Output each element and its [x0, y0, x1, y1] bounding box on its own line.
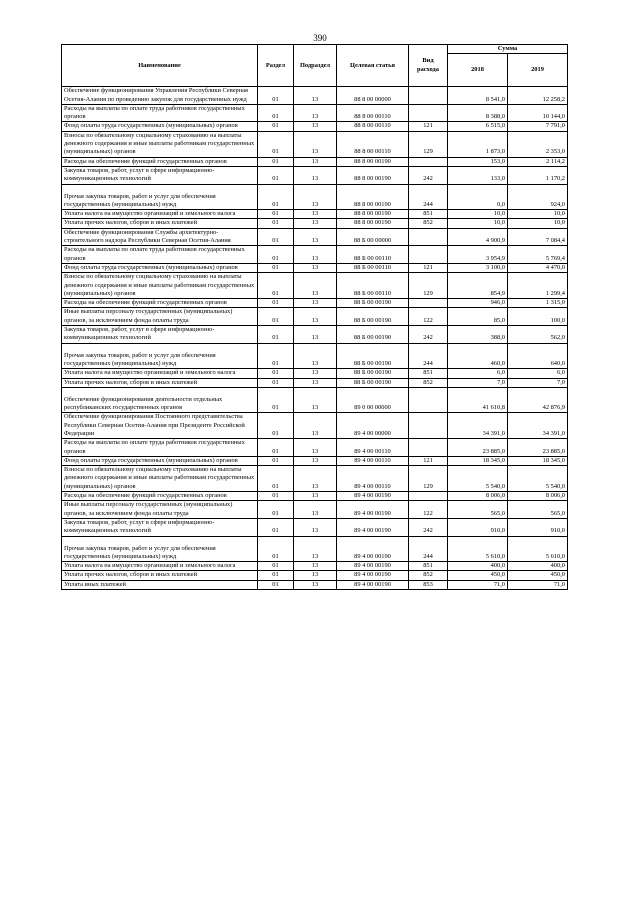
- cell-subsection: 13: [294, 378, 337, 387]
- header-year-2018: 2018: [448, 54, 508, 87]
- cell-sum-2019: 450,0: [508, 571, 568, 580]
- cell-section: 01: [258, 131, 294, 157]
- cell-expense-type: 852: [409, 378, 448, 387]
- cell-name: Расходы на выплаты по оплате труда работников государственных органов: [62, 246, 258, 264]
- cell-section: 01: [258, 369, 294, 378]
- cell-sum-2019: 924,0: [508, 184, 568, 210]
- table-row: [62, 273, 568, 299]
- cell-subsection: 13: [294, 104, 337, 122]
- table-row: [62, 378, 568, 387]
- cell-target-article: 89 4 00 00110: [337, 456, 409, 465]
- cell-name: Закупка товаров, работ, услуг в сфере информационно-коммуникационных технологий: [62, 166, 258, 184]
- cell-sum-2018: 5 540,0: [448, 466, 508, 492]
- cell-section: 01: [258, 571, 294, 580]
- cell-expense-type: 122: [409, 308, 448, 326]
- cell-sum-2019: 10 144,0: [508, 104, 568, 122]
- cell-section: 01: [258, 166, 294, 184]
- cell-sum-2019: 7 791,0: [508, 122, 568, 131]
- table-row: [62, 131, 568, 157]
- cell-section: 01: [258, 87, 294, 105]
- cell-name: Прочая закупка товаров, работ и услуг для обеспечения государственных (муниципальных) нужд: [62, 184, 258, 210]
- cell-sum-2018: 10,0: [448, 219, 508, 228]
- cell-target-article: 88 Б 00 00190: [337, 343, 409, 369]
- cell-subsection: 13: [294, 219, 337, 228]
- cell-expense-type: 129: [409, 466, 448, 492]
- cell-name: Уплата иных платежей: [62, 580, 258, 589]
- cell-sum-2018: 946,0: [448, 299, 508, 308]
- cell-subsection: 13: [294, 501, 337, 519]
- cell-target-article: 88 8 00 00110: [337, 122, 409, 131]
- cell-expense-type: 129: [409, 273, 448, 299]
- table-row: [62, 166, 568, 184]
- cell-section: 01: [258, 492, 294, 501]
- cell-sum-2018: 133,0: [448, 166, 508, 184]
- cell-section: 01: [258, 343, 294, 369]
- cell-sum-2018: 6,0: [448, 369, 508, 378]
- cell-name: Взносы по обязательному социальному страхованию на выплаты денежного содержания и иные выплаты работникам государственных (муниципальных) органов: [62, 131, 258, 157]
- cell-expense-type: 244: [409, 184, 448, 210]
- cell-section: 01: [258, 456, 294, 465]
- table-row: [62, 104, 568, 122]
- cell-sum-2019: 2 353,0: [508, 131, 568, 157]
- cell-subsection: 13: [294, 456, 337, 465]
- cell-target-article: 88 8 00 00190: [337, 166, 409, 184]
- cell-sum-2018: 3 954,9: [448, 246, 508, 264]
- cell-subsection: 13: [294, 299, 337, 308]
- cell-target-article: 88 8 00 00190: [337, 157, 409, 166]
- cell-target-article: 88 8 00 00190: [337, 184, 409, 210]
- cell-target-article: 89 4 00 00190: [337, 571, 409, 580]
- cell-sum-2018: 18 345,0: [448, 456, 508, 465]
- cell-sum-2018: 34 391,0: [448, 413, 508, 439]
- cell-expense-type: 851: [409, 562, 448, 571]
- cell-name: Расходы на обеспечение функций государственных органов: [62, 299, 258, 308]
- cell-section: 01: [258, 104, 294, 122]
- cell-subsection: 13: [294, 166, 337, 184]
- cell-name: Расходы на выплаты по оплате труда работников государственных органов: [62, 104, 258, 122]
- cell-subsection: 13: [294, 263, 337, 272]
- cell-subsection: 13: [294, 439, 337, 457]
- table-row: [62, 299, 568, 308]
- cell-subsection: 13: [294, 369, 337, 378]
- cell-expense-type: 121: [409, 263, 448, 272]
- cell-section: 01: [258, 228, 294, 246]
- cell-section: 01: [258, 246, 294, 264]
- cell-target-article: 89 4 00 00190: [337, 562, 409, 571]
- cell-name: Уплата налога на имущество организаций и земельного налога: [62, 562, 258, 571]
- cell-target-article: 88 8 00 00190: [337, 210, 409, 219]
- cell-sum-2018: 0,0: [448, 184, 508, 210]
- cell-expense-type: 121: [409, 456, 448, 465]
- table-row: [62, 571, 568, 580]
- cell-name: Расходы на обеспечение функций государственных органов: [62, 157, 258, 166]
- cell-subsection: 13: [294, 246, 337, 264]
- cell-sum-2019: 1 170,2: [508, 166, 568, 184]
- cell-target-article: 89 4 00 00190: [337, 501, 409, 519]
- cell-name: Закупка товаров, работ, услуг в сфере информационно-коммуникационных технологий: [62, 518, 258, 536]
- cell-target-article: 89 0 00 00000: [337, 387, 409, 413]
- cell-sum-2018: 3 100,0: [448, 263, 508, 272]
- cell-name: Расходы на выплаты по оплате труда работников государственных органов: [62, 439, 258, 457]
- cell-name: Иные выплаты персоналу государственных (муниципальных) органов, за исключением фонда оплаты труда: [62, 501, 258, 519]
- cell-sum-2018: 85,0: [448, 308, 508, 326]
- cell-subsection: 13: [294, 571, 337, 580]
- cell-sum-2018: 23 885,0: [448, 439, 508, 457]
- cell-sum-2019: 6,0: [508, 369, 568, 378]
- cell-subsection: 13: [294, 413, 337, 439]
- header-section: Раздел: [258, 45, 294, 87]
- cell-subsection: 13: [294, 536, 337, 562]
- cell-sum-2018: 4 900,9: [448, 228, 508, 246]
- table-body: [62, 87, 568, 590]
- table-row: [62, 387, 568, 413]
- cell-subsection: 13: [294, 466, 337, 492]
- cell-target-article: 88 Б 00 00110: [337, 263, 409, 272]
- cell-section: 01: [258, 413, 294, 439]
- table-row: [62, 122, 568, 131]
- cell-subsection: 13: [294, 228, 337, 246]
- table-row: [62, 87, 568, 105]
- table-row: [62, 466, 568, 492]
- cell-target-article: 88 Б 00 00190: [337, 299, 409, 308]
- cell-sum-2018: 388,0: [448, 326, 508, 344]
- cell-section: 01: [258, 326, 294, 344]
- cell-section: 01: [258, 378, 294, 387]
- cell-target-article: 88 Б 00 00190: [337, 378, 409, 387]
- cell-expense-type: 851: [409, 369, 448, 378]
- cell-section: 01: [258, 308, 294, 326]
- cell-expense-type: 851: [409, 210, 448, 219]
- table-row: [62, 413, 568, 439]
- cell-sum-2019: 18 345,0: [508, 456, 568, 465]
- header-year-2019: 2019: [508, 54, 568, 87]
- cell-subsection: 13: [294, 122, 337, 131]
- header-subsection: Подраздел: [294, 45, 337, 87]
- cell-target-article: 88 Б 00 00000: [337, 228, 409, 246]
- cell-expense-type: [409, 228, 448, 246]
- cell-expense-type: 242: [409, 166, 448, 184]
- cell-section: 01: [258, 501, 294, 519]
- cell-name: Обеспечение функционирования Постоянного представительства Республики Северная Осетия-Алания при Президенте Российской Федерации: [62, 413, 258, 439]
- table-row: [62, 518, 568, 536]
- cell-sum-2019: 34 391,0: [508, 413, 568, 439]
- cell-name: Закупка товаров, работ, услуг в сфере информационно-коммуникационных технологий: [62, 326, 258, 344]
- budget-table: [61, 44, 568, 590]
- cell-sum-2019: 10,0: [508, 210, 568, 219]
- cell-name: Уплата налога на имущество организаций и земельного налога: [62, 369, 258, 378]
- cell-sum-2019: 910,0: [508, 518, 568, 536]
- cell-expense-type: 244: [409, 343, 448, 369]
- cell-section: 01: [258, 263, 294, 272]
- cell-name: Расходы на обеспечение функций государственных органов: [62, 492, 258, 501]
- table-row: [62, 456, 568, 465]
- cell-section: 01: [258, 273, 294, 299]
- cell-expense-type: 242: [409, 518, 448, 536]
- table-header: [62, 45, 568, 87]
- cell-target-article: 89 4 00 00190: [337, 518, 409, 536]
- cell-name: Уплата налога на имущество организаций и земельного налога: [62, 210, 258, 219]
- table-row: [62, 157, 568, 166]
- table-row: [62, 210, 568, 219]
- cell-sum-2018: 450,0: [448, 571, 508, 580]
- cell-name: Взносы по обязательному социальному страхованию на выплаты денежного содержания и иные выплаты работникам государственных (муниципальных) органов: [62, 273, 258, 299]
- cell-target-article: 89 4 00 00190: [337, 492, 409, 501]
- cell-section: 01: [258, 299, 294, 308]
- table-row: [62, 580, 568, 589]
- cell-name: Фонд оплаты труда государственных (муниципальных) органов: [62, 456, 258, 465]
- cell-target-article: 89 4 00 00190: [337, 580, 409, 589]
- table-row: [62, 326, 568, 344]
- cell-sum-2019: 42 876,9: [508, 387, 568, 413]
- cell-sum-2018: 5 610,0: [448, 536, 508, 562]
- cell-target-article: 88 Б 00 00190: [337, 369, 409, 378]
- cell-sum-2019: 8 006,0: [508, 492, 568, 501]
- cell-sum-2019: 10,0: [508, 219, 568, 228]
- page-number: 390: [313, 33, 327, 43]
- cell-expense-type: 244: [409, 536, 448, 562]
- cell-sum-2019: 5 769,4: [508, 246, 568, 264]
- cell-expense-type: [409, 439, 448, 457]
- table-row: [62, 439, 568, 457]
- cell-target-article: 88 8 00 00000: [337, 87, 409, 105]
- cell-sum-2019: 7,0: [508, 378, 568, 387]
- cell-expense-type: [409, 299, 448, 308]
- cell-expense-type: 853: [409, 580, 448, 589]
- cell-section: 01: [258, 562, 294, 571]
- cell-sum-2019: 562,0: [508, 326, 568, 344]
- cell-expense-type: [409, 157, 448, 166]
- cell-subsection: 13: [294, 343, 337, 369]
- table-row: [62, 246, 568, 264]
- cell-sum-2019: 565,0: [508, 501, 568, 519]
- cell-sum-2018: 41 610,8: [448, 387, 508, 413]
- table-row: [62, 184, 568, 210]
- header-sum: Сумма: [448, 45, 568, 54]
- cell-subsection: 13: [294, 184, 337, 210]
- cell-section: 01: [258, 210, 294, 219]
- cell-name: Обеспечение функционирования Управления Республики Северная Осетия-Алания по проведению закупок для государственных нужд: [62, 87, 258, 105]
- cell-target-article: 88 Б 00 00190: [337, 308, 409, 326]
- cell-expense-type: 852: [409, 571, 448, 580]
- cell-section: 01: [258, 122, 294, 131]
- cell-sum-2018: 400,0: [448, 562, 508, 571]
- cell-name: Прочая закупка товаров, работ и услуг для обеспечения государственных (муниципальных) нужд: [62, 343, 258, 369]
- table-row: [62, 343, 568, 369]
- cell-expense-type: 242: [409, 326, 448, 344]
- cell-expense-type: [409, 87, 448, 105]
- cell-sum-2019: 2 114,2: [508, 157, 568, 166]
- cell-expense-type: [409, 104, 448, 122]
- cell-target-article: 88 8 00 00110: [337, 104, 409, 122]
- cell-sum-2019: 1 315,0: [508, 299, 568, 308]
- cell-sum-2019: 71,0: [508, 580, 568, 589]
- table-row: [62, 536, 568, 562]
- cell-subsection: 13: [294, 157, 337, 166]
- cell-expense-type: 129: [409, 131, 448, 157]
- cell-subsection: 13: [294, 492, 337, 501]
- cell-sum-2018: 1 873,0: [448, 131, 508, 157]
- cell-subsection: 13: [294, 562, 337, 571]
- cell-sum-2018: 854,9: [448, 273, 508, 299]
- cell-name: Уплата прочих налогов, сборов и иных платежей: [62, 219, 258, 228]
- cell-subsection: 13: [294, 273, 337, 299]
- cell-name: Взносы по обязательному социальному страхованию на выплаты денежного содержания и иные выплаты работникам государственных (муниципальных) органов: [62, 466, 258, 492]
- cell-sum-2019: 12 258,2: [508, 87, 568, 105]
- cell-expense-type: [409, 492, 448, 501]
- cell-sum-2018: 460,0: [448, 343, 508, 369]
- cell-sum-2018: 6 515,0: [448, 122, 508, 131]
- cell-subsection: 13: [294, 387, 337, 413]
- cell-sum-2019: 640,0: [508, 343, 568, 369]
- cell-sum-2019: 1 299,4: [508, 273, 568, 299]
- cell-sum-2019: 400,0: [508, 562, 568, 571]
- cell-section: 01: [258, 466, 294, 492]
- cell-expense-type: [409, 246, 448, 264]
- cell-expense-type: 121: [409, 122, 448, 131]
- table-row: [62, 501, 568, 519]
- cell-subsection: 13: [294, 518, 337, 536]
- cell-section: 01: [258, 157, 294, 166]
- cell-sum-2018: 153,0: [448, 157, 508, 166]
- table-row: [62, 263, 568, 272]
- cell-expense-type: 122: [409, 501, 448, 519]
- cell-sum-2019: 4 470,0: [508, 263, 568, 272]
- cell-target-article: 88 Б 00 00190: [337, 326, 409, 344]
- cell-section: 01: [258, 580, 294, 589]
- cell-sum-2018: 71,0: [448, 580, 508, 589]
- cell-subsection: 13: [294, 580, 337, 589]
- table-row: [62, 219, 568, 228]
- cell-name: Обеспечение функционирования Службы архитектурно-строительного надзора Республики Северная Осетия-Алания: [62, 228, 258, 246]
- header-expense-type: Вид расхода: [409, 45, 448, 87]
- cell-target-article: 89 4 00 00000: [337, 413, 409, 439]
- cell-target-article: 88 8 00 00110: [337, 131, 409, 157]
- cell-section: 01: [258, 518, 294, 536]
- cell-sum-2018: 8 006,0: [448, 492, 508, 501]
- cell-sum-2019: 23 885,0: [508, 439, 568, 457]
- cell-sum-2018: 8 388,0: [448, 104, 508, 122]
- cell-subsection: 13: [294, 87, 337, 105]
- cell-expense-type: [409, 413, 448, 439]
- cell-section: 01: [258, 536, 294, 562]
- cell-name: Обеспечение функционирования деятельности отдельных республиканских государственных органов: [62, 387, 258, 413]
- table-row: [62, 369, 568, 378]
- cell-target-article: 88 Б 00 00110: [337, 246, 409, 264]
- cell-section: 01: [258, 219, 294, 228]
- table-row: [62, 308, 568, 326]
- header-target-article: Целевая статья: [337, 45, 409, 87]
- cell-sum-2019: 5 610,0: [508, 536, 568, 562]
- cell-target-article: 89 4 00 00110: [337, 439, 409, 457]
- cell-target-article: 89 4 00 00190: [337, 536, 409, 562]
- cell-sum-2018: 8 541,0: [448, 87, 508, 105]
- table-row: [62, 492, 568, 501]
- cell-sum-2018: 10,0: [448, 210, 508, 219]
- cell-target-article: 88 8 00 00190: [337, 219, 409, 228]
- cell-name: Фонд оплаты труда государственных (муниципальных) органов: [62, 122, 258, 131]
- cell-expense-type: [409, 387, 448, 413]
- cell-sum-2019: 7 084,4: [508, 228, 568, 246]
- cell-sum-2018: 7,0: [448, 378, 508, 387]
- cell-sum-2019: 100,0: [508, 308, 568, 326]
- cell-sum-2019: 5 540,0: [508, 466, 568, 492]
- header-name: Наименование: [62, 45, 258, 87]
- cell-section: 01: [258, 184, 294, 210]
- cell-name: Уплата прочих налогов, сборов и иных платежей: [62, 378, 258, 387]
- table-row: [62, 228, 568, 246]
- cell-name: Прочая закупка товаров, работ и услуг для обеспечения государственных (муниципальных) нужд: [62, 536, 258, 562]
- cell-target-article: 88 Б 00 00110: [337, 273, 409, 299]
- table-row: [62, 562, 568, 571]
- cell-name: Уплата прочих налогов, сборов и иных платежей: [62, 571, 258, 580]
- cell-section: 01: [258, 387, 294, 413]
- cell-subsection: 13: [294, 308, 337, 326]
- cell-sum-2018: 565,0: [448, 501, 508, 519]
- cell-name: Иные выплаты персоналу государственных (муниципальных) органов, за исключением фонда оплаты труда: [62, 308, 258, 326]
- cell-subsection: 13: [294, 210, 337, 219]
- cell-subsection: 13: [294, 326, 337, 344]
- cell-target-article: 89 4 00 00110: [337, 466, 409, 492]
- cell-expense-type: 852: [409, 219, 448, 228]
- cell-subsection: 13: [294, 131, 337, 157]
- cell-name: Фонд оплаты труда государственных (муниципальных) органов: [62, 263, 258, 272]
- cell-sum-2018: 910,0: [448, 518, 508, 536]
- cell-section: 01: [258, 439, 294, 457]
